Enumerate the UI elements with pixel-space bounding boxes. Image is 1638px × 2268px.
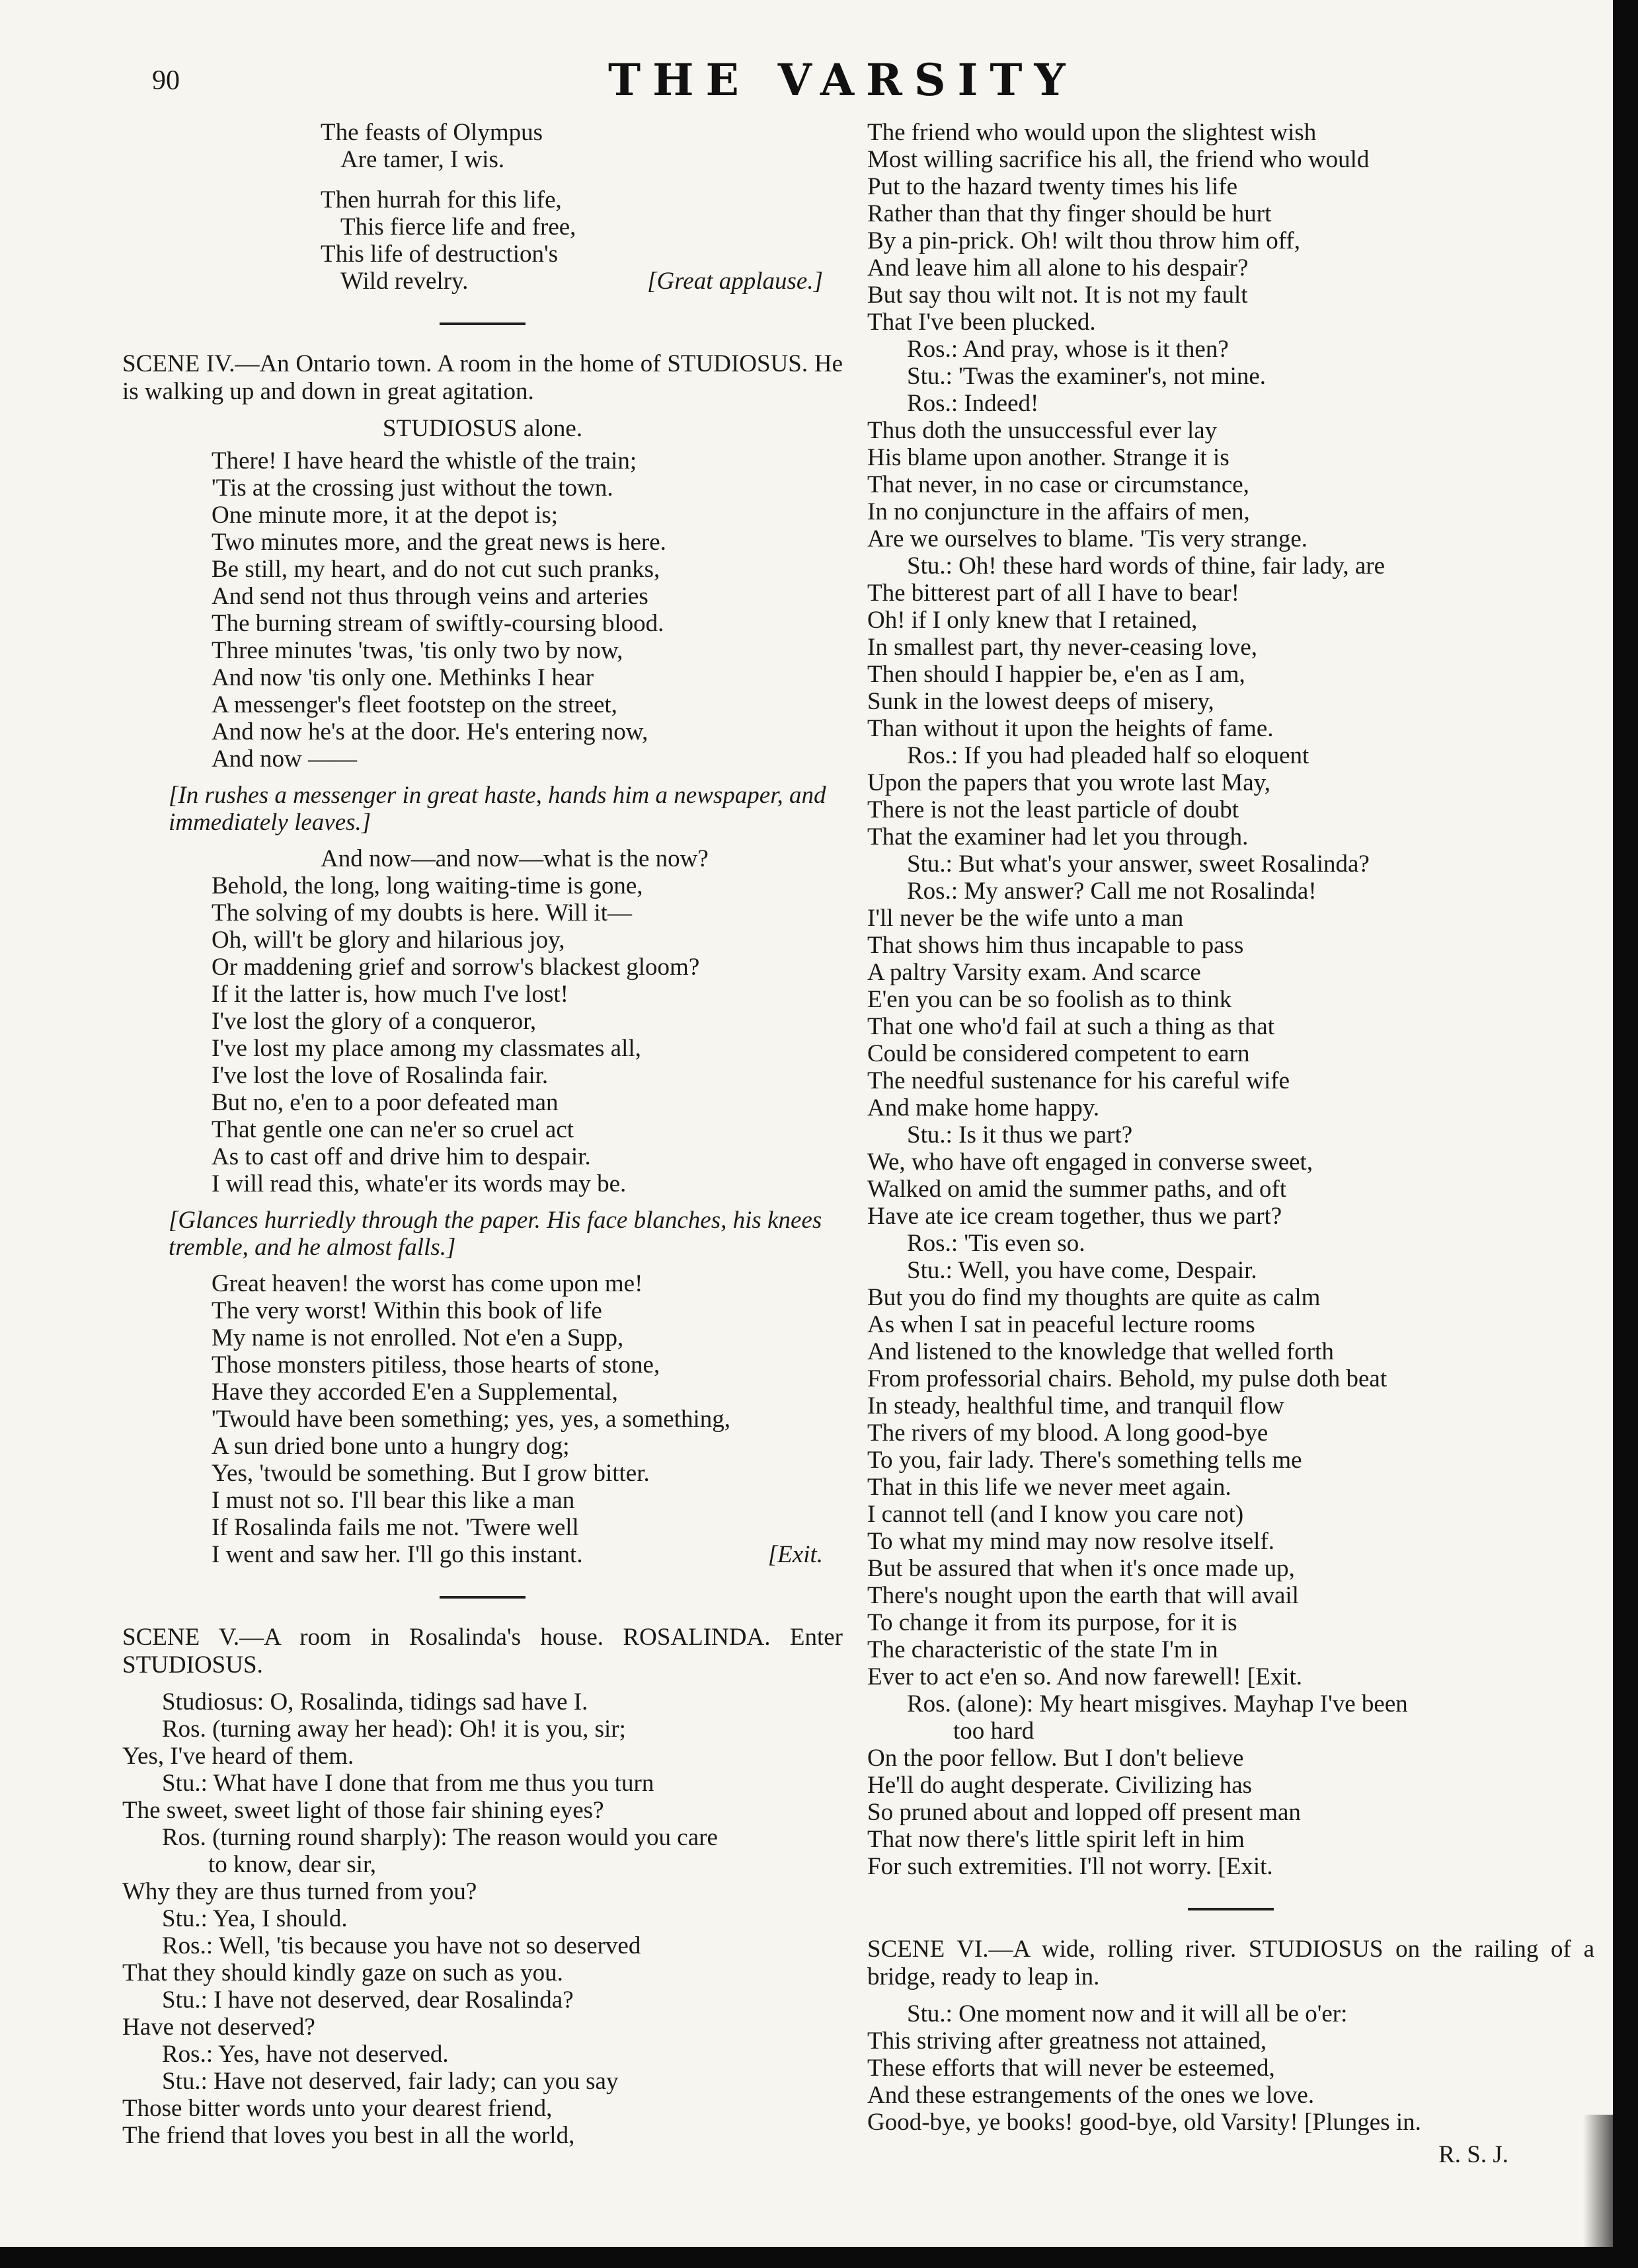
dialogue-line: Stu.: Oh! these hard words of thine, fair lady, are [907, 552, 1385, 580]
verse-line: This fierce life and free, [340, 213, 576, 241]
verse-line: Great heaven! the worst has come upon me! [212, 1270, 643, 1297]
dialogue-line: And leave him all alone to his despair? [867, 254, 1249, 282]
verse-line: And now —— [212, 745, 357, 773]
dialogue-line: The friend who would upon the slightest wish [867, 119, 1317, 146]
dialogue-line: For such extremities. I'll not worry. [Exit. [867, 1853, 1273, 1880]
dialogue-line: I'll never be the wife unto a man [867, 905, 1184, 932]
masthead: THE VARSITY [608, 54, 1077, 106]
dialogue-line: In smallest part, thy never-ceasing love, [867, 634, 1258, 661]
dialogue-line: Ros. (turning round sharply): The reason would you care [162, 1824, 718, 1851]
left-column [122, 119, 843, 2149]
verse-line: And now he's at the door. He's entering now, [212, 718, 648, 745]
dialogue-line: Ros. (turning away her head): Oh! it is you, sir; [162, 1716, 626, 1743]
dialogue-line: To change it from its purpose, for it is [867, 1609, 1237, 1636]
dialogue-line: The needful sustenance for his careful wife [867, 1067, 1290, 1094]
monologue-doubts [122, 872, 843, 1197]
verse-line: One minute more, it at the depot is; [212, 502, 559, 529]
dialogue-line: Ros.: Yes, have not deserved. [162, 2041, 449, 2068]
final-monologue [867, 2000, 1594, 2136]
right-column [867, 119, 1594, 2168]
dialogue-line: That they should kindly gaze on such as you. [122, 1959, 563, 1986]
scene-5-heading: SCENE V.—A room in Rosalinda's house. ROSALINDA. Enter STUDIOSUS. [122, 1624, 843, 1679]
dialogue-line: So pruned about and lopped off present man [867, 1799, 1301, 1826]
verse-line: This life of destruction's [321, 241, 559, 268]
dialogue-line: There's nought upon the earth that will avail [867, 1582, 1299, 1609]
dialogue-line: Stu.: What have I done that from me thus you turn [162, 1770, 654, 1797]
verse-line: Have they accorded E'en a Supplemental, [212, 1379, 618, 1406]
dialogue-line: Ros.: 'Tis even so. [907, 1230, 1085, 1257]
dialogue-line: Ros.: If you had pleaded half so eloquent [907, 742, 1309, 769]
dialogue-line: In no conjuncture in the affairs of men, [867, 498, 1250, 525]
dialogue-line: As when I sat in peaceful lecture rooms [867, 1311, 1255, 1338]
dialogue-line: That never, in no case or circumstance, [867, 471, 1249, 498]
verse-line: Two minutes more, and the great news is here. [212, 529, 666, 556]
dialogue-line: From professorial chairs. Behold, my pulse doth beat [867, 1365, 1387, 1392]
dialogue-line: Ever to act e'en so. And now farewell! [Exit. [867, 1663, 1303, 1690]
dialogue-line: By a pin-prick. Oh! wilt thou throw him off, [867, 227, 1300, 254]
stage-direction-glances: [Glances hurriedly through the paper. His face blanches, his knees tremble, and he almost falls.] [169, 1207, 822, 1261]
dialogue-line: E'en you can be so foolish as to think [867, 986, 1232, 1013]
monologue-now-line: And now—and now—what is the now? [321, 845, 709, 872]
dialogue-line: Than without it upon the heights of fame. [867, 715, 1274, 742]
dialogue-line: On the poor fellow. But I don't believe [867, 1745, 1244, 1772]
dialogue-line: The friend that loves you best in all the world, [122, 2122, 575, 2149]
dialogue-line: That in this life we never meet again. [867, 1474, 1231, 1501]
verse-line: A messenger's fleet footstep on the street, [212, 691, 617, 718]
dialogue-line: But you do find my thoughts are quite as calm [867, 1284, 1321, 1311]
scene-4-heading: SCENE IV.—An Ontario town. A room in the home of STUDIOSUS. He is walking up and down in great agitation. [122, 350, 843, 405]
dialogue-line: The bitterest part of all I have to bear! [867, 580, 1239, 607]
verse-line: That gentle one can ne'er so cruel act [212, 1116, 574, 1143]
verse-line: I must not so. I'll bear this like a man [212, 1487, 575, 1514]
scan-edge [1613, 0, 1638, 2268]
verse-line: A sun dried bone unto a hungry dog; [212, 1433, 570, 1460]
monologue-worst [122, 1270, 843, 1568]
dialogue-line: Studiosus: O, Rosalinda, tidings sad have I. [162, 1688, 588, 1716]
dialogue-line: to know, dear sir, [208, 1851, 377, 1878]
verse-line: I've lost the glory of a conqueror, [212, 1008, 537, 1035]
dialogue-line: Stu.: 'Twas the examiner's, not mine. [907, 363, 1267, 390]
monologue-waiting [122, 447, 843, 773]
verse-line: Wild revelry. [340, 268, 469, 295]
dialogue-line: Stu.: Is it thus we part? [907, 1121, 1133, 1149]
dialogue-line: Could be considered competent to earn [867, 1040, 1250, 1067]
verse-line: My name is not enrolled. Not e'en a Supp, [212, 1324, 624, 1351]
verse-line: Be still, my heart, and do not cut such pranks, [212, 556, 660, 583]
dialogue-line: That one who'd fail at such a thing as that [867, 1013, 1274, 1040]
exit-direction: [Exit. [767, 1541, 823, 1568]
verse-line: 'Tis at the crossing just without the town. [212, 474, 613, 502]
dialogue-line: The rivers of my blood. A long good-bye [867, 1419, 1268, 1447]
dialogue-line: His blame upon another. Strange it is [867, 444, 1229, 471]
dialogue-line: A paltry Varsity exam. And scarce [867, 959, 1201, 986]
verse-line: But no, e'en to a poor defeated man [212, 1089, 559, 1116]
dialogue-line: Ros.: Well, 'tis because you have not so deserved [162, 1932, 641, 1959]
dialogue-line: To you, fair lady. There's something tells me [867, 1447, 1302, 1474]
dialogue-line: He'll do aught desperate. Civilizing has [867, 1772, 1253, 1799]
dialogue-line: Stu.: Well, you have come, Despair. [907, 1257, 1257, 1284]
dialogue-continued [867, 119, 1594, 1880]
section-divider [440, 1596, 526, 1599]
verse-line: Three minutes 'twas, 'tis only two by now, [212, 637, 623, 664]
dialogue-line: Why they are thus turned from you? [122, 1878, 477, 1905]
dialogue-line: Ros.: And pray, whose is it then? [907, 336, 1229, 363]
dialogue-line: Ros. (alone): My heart misgives. Mayhap I've been [907, 1690, 1408, 1718]
verse-line: There! I have heard the whistle of the train; [212, 447, 637, 474]
verse-line: Then hurrah for this life, [321, 186, 562, 213]
dialogue-line: I cannot tell (and I know you care not) [867, 1501, 1244, 1528]
dialogue-line: Put to the hazard twenty times his life [867, 173, 1238, 200]
verse-line: Are tamer, I wis. [340, 146, 505, 173]
dialogue-line: And make home happy. [867, 1094, 1100, 1121]
dialogue-line: too hard [953, 1718, 1034, 1745]
applause-direction: [Great applause.] [647, 268, 823, 295]
dialogue-line: Rather than that thy finger should be hurt [867, 200, 1272, 227]
author-signature: R. S. J. [1438, 2141, 1508, 2168]
page-number: 90 [152, 65, 180, 96]
dialogue-line: Those bitter words unto your dearest friend, [122, 2095, 553, 2122]
verse-line: And now 'tis only one. Methinks I hear [212, 664, 594, 691]
dialogue-line: We, who have oft engaged in converse sweet, [867, 1149, 1313, 1176]
dialogue-line: Stu.: Yea, I should. [162, 1905, 348, 1932]
verse-line: 'Twould have been something; yes, yes, a something, [212, 1406, 731, 1433]
dialogue-line: Upon the papers that you wrote last May, [867, 769, 1271, 796]
dialogue-line: Yes, I've heard of them. [122, 1743, 354, 1770]
dialogue-line: But say thou wilt not. It is not my fault [867, 282, 1248, 309]
verse-line: The burning stream of swiftly-coursing blood. [212, 610, 664, 637]
section-divider [440, 322, 526, 325]
dialogue-line: Stu.: I have not deserved, dear Rosalinda? [162, 1986, 574, 2014]
dialogue-line: Sunk in the lowest deeps of misery, [867, 688, 1214, 715]
dialogue-line: Are we ourselves to blame. 'Tis very strange. [867, 525, 1308, 552]
dialogue-line: Good-bye, ye books! good-bye, old Varsity! [Plunges in. [867, 2109, 1421, 2136]
dialogue-line: These efforts that will never be esteemed, [867, 2055, 1275, 2082]
verse-line: If it the latter is, how much I've lost! [212, 981, 568, 1008]
dialogue-line: Then should I happier be, e'en as I am, [867, 661, 1245, 688]
verse-line: The solving of my doubts is here. Will it— [212, 899, 633, 926]
dialogue-line: Ros.: Indeed! [907, 390, 1039, 417]
section-divider [1188, 1908, 1274, 1910]
stage-direction-messenger: [In rushes a messenger in great haste, hands him a newspaper, and immediately leaves.] [169, 782, 826, 836]
dialogue-line: In steady, healthful time, and tranquil flow [867, 1392, 1284, 1419]
verse-line: If Rosalinda fails me not. 'Twere well [212, 1514, 579, 1541]
dialogue-line: Have not deserved? [122, 2014, 315, 2041]
scene-6-heading: SCENE VI.—A wide, rolling river. STUDIOSUS on the railing of a bridge, ready to leap in. [867, 1936, 1594, 1990]
dialogue-line: Walked on amid the summer paths, and oft [867, 1176, 1287, 1203]
verse-line: The feasts of Olympus [321, 119, 543, 146]
scan-bottom-edge [0, 2247, 1638, 2268]
dialogue-line: There is not the least particle of doubt [867, 796, 1239, 823]
dialogue-line: Stu.: Have not deserved, fair lady; can you say [162, 2068, 619, 2095]
verse-line: As to cast off and drive him to despair. [212, 1143, 591, 1170]
dialogue-rosalinda [122, 1688, 843, 2149]
verse-line: I've lost my place among my classmates all, [212, 1035, 641, 1062]
dialogue-line: That now there's little spirit left in him [867, 1826, 1245, 1853]
dialogue-line: That the examiner had let you through. [867, 823, 1249, 850]
dialogue-line: Ros.: My answer? Call me not Rosalinda! [907, 878, 1317, 905]
verse-line: Oh, will't be glory and hilarious joy, [212, 926, 565, 954]
dialogue-line: The sweet, sweet light of those fair shining eyes? [122, 1797, 604, 1824]
verse-line: I've lost the love of Rosalinda fair. [212, 1062, 549, 1089]
verse-line: I will read this, whate'er its words may be. [212, 1170, 627, 1197]
dialogue-line: And these estrangements of the ones we love. [867, 2082, 1315, 2109]
dialogue-line: Stu.: One moment now and it will all be o'er: [907, 2000, 1348, 2027]
dialogue-line: Most willing sacrifice his all, the friend who would [867, 146, 1370, 173]
dialogue-line: The characteristic of the state I'm in [867, 1636, 1218, 1663]
verse-line: The very worst! Within this book of life [212, 1297, 602, 1324]
dialogue-line: To what my mind may now resolve itself. [867, 1528, 1275, 1555]
dialogue-line: Have ate ice cream together, thus we part? [867, 1203, 1282, 1230]
verse-line: Yes, 'twould be something. But I grow bitter. [212, 1460, 650, 1487]
verse-line: Those monsters pitiless, those hearts of stone, [212, 1351, 660, 1379]
dialogue-line: But be assured that when it's once made up, [867, 1555, 1295, 1582]
dialogue-line: Thus doth the unsuccessful ever lay [867, 417, 1218, 444]
dialogue-line: That shows him thus incapable to pass [867, 932, 1244, 959]
verse-line: And send not thus through veins and arteries [212, 583, 648, 610]
dialogue-line: And listened to the knowledge that welled forth [867, 1338, 1334, 1365]
dialogue-line: Stu.: But what's your answer, sweet Rosalinda? [907, 850, 1370, 878]
dialogue-line: This striving after greatness not attained, [867, 2027, 1267, 2055]
verse-line: I went and saw her. I'll go this instant. [212, 1541, 583, 1568]
dialogue-line: That I've been plucked. [867, 309, 1096, 336]
verse-line: Behold, the long, long waiting-time is gone, [212, 872, 643, 899]
verse-line: Or maddening grief and sorrow's blackest gloom? [212, 954, 700, 981]
dialogue-line: Oh! if I only knew that I retained, [867, 607, 1198, 634]
scene-4-speaker: STUDIOSUS alone. [382, 415, 583, 442]
